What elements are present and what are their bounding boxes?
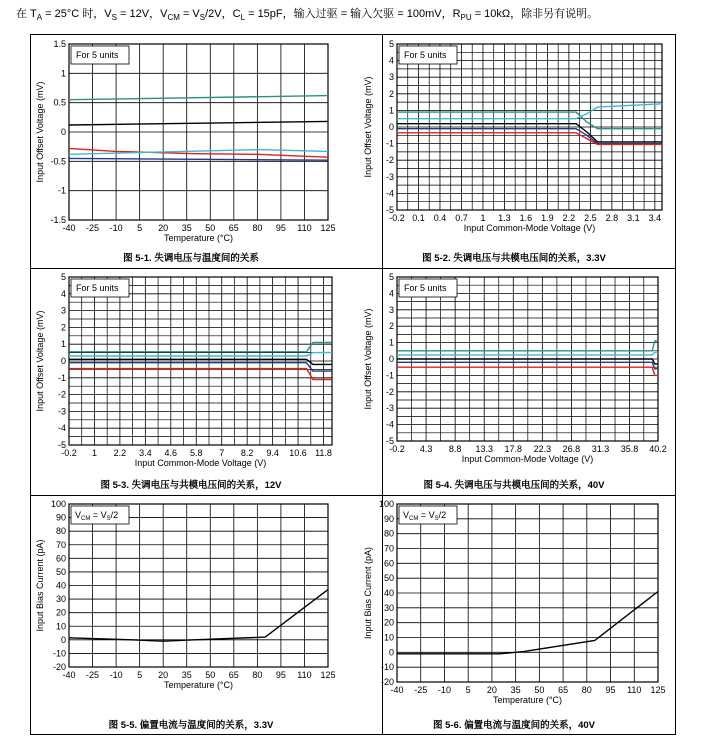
y-tick-label: 10 [383, 632, 394, 643]
x-tick-label: 0.7 [455, 213, 468, 223]
x-tick-label: 17.8 [504, 444, 523, 454]
y-tick-label: 10 [55, 621, 66, 632]
y-axis-label: Input Offset Voltage (mV) [363, 308, 373, 410]
series-line-cyan [397, 104, 662, 119]
y-tick-label: 70 [55, 539, 66, 550]
x-tick-label: 20 [158, 223, 169, 233]
series-line-navy [69, 158, 328, 160]
x-tick-label: 9.4 [266, 448, 279, 458]
y-tick-label: 3 [388, 304, 394, 315]
x-tick-label: 2.2 [562, 213, 576, 223]
y-tick-label: 80 [55, 526, 66, 537]
header-sub: CM [167, 13, 180, 23]
legend-subscript: S [434, 516, 439, 522]
y-axis-label: Input Bias Current (pA) [363, 546, 373, 640]
x-tick-label: 20 [158, 670, 169, 680]
x-tick-label: 5 [465, 685, 471, 695]
x-tick-label: 13.3 [475, 444, 493, 454]
series-group [69, 590, 328, 642]
legend-text: For 5 units [404, 283, 447, 293]
x-tick-label: 80 [252, 223, 263, 233]
y-tick-label: -1 [385, 370, 394, 381]
y-tick-label: 30 [55, 594, 66, 605]
legend-text-part: V [75, 510, 82, 520]
y-axis-label: Input Bias Current (pA) [35, 539, 45, 632]
plot-grid [69, 504, 328, 667]
x-tick-label: 50 [205, 223, 216, 233]
y-tick-label: -2 [385, 155, 394, 166]
y-tick-label: 3 [60, 305, 66, 316]
x-tick-label: 1 [91, 448, 97, 458]
x-tick-label: 95 [275, 670, 286, 680]
x-tick-label: 26.8 [562, 444, 581, 454]
x-tick-label: 125 [650, 685, 666, 695]
x-tick-label: 110 [297, 223, 312, 233]
x-tick-label: 65 [228, 670, 239, 680]
y-tick-label: -3 [385, 403, 394, 414]
y-tick-label: 1 [388, 105, 394, 116]
y-tick-label: 70 [383, 543, 394, 554]
y-tick-label: -2 [385, 386, 394, 397]
y-tick-label: 4 [60, 288, 66, 299]
y-tick-label: 2 [388, 321, 394, 332]
x-tick-label: 125 [320, 670, 336, 680]
x-tick-label: -25 [414, 685, 428, 695]
y-tick-label: -4 [385, 419, 394, 430]
y-tick-label: 40 [55, 580, 66, 591]
y-tick-label: 5 [388, 272, 394, 282]
x-tick-label: 95 [605, 685, 616, 695]
legend-text-part: V [403, 510, 410, 520]
x-tick-label: 110 [297, 670, 312, 680]
plot-grid [69, 277, 332, 445]
y-tick-label: 90 [383, 513, 394, 524]
x-axis-label: Temperature (°C) [163, 680, 234, 690]
legend-text-part: = V [90, 510, 107, 520]
x-tick-label: 8.2 [240, 448, 254, 458]
x-tick-label: 125 [320, 223, 336, 233]
x-tick-label: 35 [181, 223, 192, 233]
y-tick-label: 2 [60, 322, 66, 333]
y-tick-label: 0 [388, 122, 394, 132]
y-tick-label: -10 [380, 662, 394, 673]
y-tick-label: 80 [383, 528, 394, 539]
x-tick-label: 20 [486, 685, 497, 695]
x-tick-label: 22.3 [533, 444, 552, 454]
conditions-header [16, 5, 598, 22]
x-axis-label: Input Common-Mode Voltage (V) [461, 454, 594, 464]
x-tick-label: 11.8 [315, 448, 332, 458]
figure-caption: 图 5-5. 偏置电流与温度间的关系，3.3V [108, 720, 274, 731]
y-tick-label: 100 [378, 499, 394, 509]
chart-offset-vs-cm-3v3 [353, 35, 675, 267]
x-tick-label: 1.9 [541, 213, 554, 223]
x-tick-label: 2.8 [605, 213, 619, 223]
y-tick-label: 1 [388, 337, 394, 348]
x-tick-label: 1 [480, 213, 486, 223]
header-sub: S [111, 13, 117, 23]
legend-subscript: S [106, 516, 111, 522]
x-axis-label: Temperature (°C) [492, 695, 563, 705]
x-tick-label: -10 [109, 670, 123, 680]
x-tick-label: -0.2 [389, 444, 405, 454]
plot-grid [69, 44, 328, 220]
figure-caption: 图 5-3. 失调电压与共模电压间的关系，12V [100, 480, 282, 491]
series-line-teal [69, 96, 328, 100]
legend-text-part: /2 [438, 510, 447, 520]
legend-text: For 5 units [404, 50, 447, 60]
y-tick-label: 20 [383, 617, 394, 628]
legend-text: For 5 units [76, 283, 119, 293]
series-line-red [397, 133, 662, 145]
legend-text: For 5 units [76, 50, 119, 60]
y-tick-label: -20 [52, 662, 66, 672]
y-tick-label: 1 [60, 339, 66, 350]
x-tick-label: 35 [510, 685, 521, 695]
x-tick-label: 50 [205, 670, 216, 680]
series-line-navy [69, 363, 332, 371]
x-tick-label: 35 [181, 670, 192, 680]
x-tick-label: 5 [137, 223, 143, 233]
y-tick-label: 50 [55, 566, 66, 577]
figure-caption: 图 5-4. 失调电压与共模电压间的关系，40V [423, 480, 605, 491]
y-tick-label: 40 [383, 588, 394, 598]
x-tick-label: 4.3 [419, 444, 433, 454]
y-tick-label: -5 [57, 440, 66, 450]
legend-text-part: = V [418, 510, 435, 520]
legend-box [399, 46, 457, 64]
y-tick-label: 0 [60, 634, 66, 645]
header-text: = 15pF，输入过驱 = 输入欠驱 = 100mV，R [245, 8, 461, 20]
x-tick-label: 3.4 [648, 213, 662, 223]
y-tick-label: 5 [60, 272, 66, 282]
x-tick-label: 4.6 [164, 448, 178, 458]
y-tick-label: 0 [388, 354, 394, 364]
x-tick-label: 2.5 [584, 213, 597, 223]
y-tick-label: -5 [385, 436, 394, 446]
x-tick-label: 80 [581, 685, 592, 695]
y-tick-label: 0 [388, 647, 394, 658]
y-tick-label: 0.5 [53, 97, 66, 108]
header-sub: S [199, 13, 206, 23]
y-tick-label: 90 [55, 512, 66, 523]
chart-offset-vs-cm-40v [353, 268, 675, 494]
legend-box [71, 506, 129, 524]
y-tick-label: 30 [383, 602, 394, 613]
legend-box [399, 279, 457, 297]
y-tick-label: 4 [388, 55, 394, 66]
plot-grid [397, 44, 662, 210]
header-text: = 12V，V [116, 8, 168, 20]
header-sub: L [240, 13, 246, 23]
x-tick-label: 1.3 [498, 213, 511, 223]
y-tick-label: 4 [388, 288, 394, 299]
y-tick-label: 0 [60, 127, 66, 137]
x-axis-label: Input Common-Mode Voltage (V) [134, 458, 267, 468]
y-tick-label: 100 [50, 499, 66, 509]
header-sub: PU [460, 13, 472, 23]
x-tick-label: 0.1 [412, 213, 425, 223]
x-tick-label: 10.6 [289, 448, 307, 458]
series-line-teal [397, 112, 662, 129]
y-tick-label: -4 [57, 423, 66, 434]
y-tick-label: 3 [388, 72, 394, 83]
x-tick-label: 110 [627, 685, 642, 695]
series-group [397, 104, 662, 145]
x-tick-label: 1.6 [519, 213, 533, 223]
x-tick-label: 35.8 [620, 444, 639, 454]
x-axis-label: Input Common-Mode Voltage (V) [463, 223, 596, 233]
header-text: = 25°C 时，V [42, 8, 112, 20]
series-line-black [69, 121, 328, 125]
x-tick-label: -25 [86, 670, 100, 680]
y-tick-label: 5 [388, 39, 394, 49]
y-tick-label: -4 [385, 188, 394, 199]
header-sub: A [36, 13, 43, 23]
header-text: = 10kΩ，除非另有说明。 [471, 8, 599, 20]
x-tick-label: -40 [62, 670, 76, 680]
x-tick-label: 40.2 [649, 444, 667, 454]
y-tick-label: -1.5 [50, 215, 66, 225]
x-tick-label: 7 [219, 448, 225, 458]
x-tick-label: -40 [390, 685, 404, 695]
legend-subscript: CM [409, 516, 419, 522]
legend-box [71, 279, 129, 297]
x-axis-label: Temperature (°C) [163, 233, 234, 243]
x-tick-label: 8.8 [448, 444, 462, 454]
x-tick-label: 80 [252, 670, 263, 680]
y-tick-label: 60 [55, 553, 66, 564]
chart-bias-vs-temperature-40v [353, 495, 675, 734]
series-line-black [69, 359, 332, 364]
header-text: = V [179, 8, 200, 20]
x-tick-label: 50 [534, 685, 545, 695]
x-tick-label: 31.3 [591, 444, 610, 454]
y-tick-label: -1 [57, 372, 66, 383]
legend-box [399, 506, 457, 524]
series-line-black [69, 590, 328, 642]
header-text: /2V，C [205, 8, 241, 20]
y-tick-label: -5 [385, 205, 394, 215]
x-tick-label: 65 [558, 685, 569, 695]
series-group [69, 96, 328, 161]
x-tick-label: 2.2 [113, 448, 127, 458]
y-tick-label: 20 [55, 607, 66, 618]
x-tick-label: -0.2 [61, 448, 77, 458]
chart-bias-vs-temperature-3v3 [31, 495, 351, 734]
legend-text-part: /2 [110, 510, 119, 520]
figure-caption: 图 5-2. 失调电压与共模电压间的关系，3.3V [422, 253, 606, 264]
y-tick-label: 50 [383, 573, 394, 584]
x-tick-label: 95 [275, 223, 286, 233]
series-line-cyan [69, 353, 332, 356]
legend-subscript: CM [81, 516, 91, 522]
y-tick-label: 60 [383, 558, 394, 569]
x-tick-label: 0.4 [433, 213, 447, 223]
x-tick-label: 3.4 [139, 448, 152, 458]
x-tick-label: 5.8 [190, 448, 203, 458]
y-tick-label: 2 [388, 88, 394, 99]
y-tick-label: -3 [385, 171, 394, 182]
plot-grid [397, 504, 658, 682]
x-tick-label: 3.1 [627, 213, 640, 223]
y-axis-label: Input Offset Voltage (mV) [35, 81, 45, 183]
x-tick-label: -25 [86, 223, 100, 233]
x-tick-label: -10 [437, 685, 451, 695]
y-axis-label: Input Offset Voltage (mV) [35, 310, 45, 412]
y-tick-label: -2 [57, 389, 66, 400]
x-tick-label: 65 [228, 223, 239, 233]
figure-caption: 图 5-1. 失调电压与温度间的关系 [123, 253, 259, 264]
header-text: 在 T [16, 8, 37, 20]
y-tick-label: -0.5 [50, 156, 66, 167]
x-tick-label: -0.2 [389, 213, 405, 223]
y-tick-label: -20 [380, 677, 394, 687]
chart-offset-vs-cm-12v [31, 268, 351, 494]
x-tick-label: 5 [137, 670, 143, 680]
x-tick-label: -40 [62, 223, 76, 233]
y-axis-label: Input Offset Voltage (mV) [363, 76, 373, 178]
y-tick-label: -1 [57, 185, 66, 196]
y-tick-label: -10 [52, 648, 66, 659]
figure-caption: 图 5-6. 偏置电流与温度间的关系，40V [432, 720, 596, 731]
y-tick-label: 0 [60, 356, 66, 366]
y-tick-label: 1 [60, 68, 66, 79]
y-tick-label: -3 [57, 406, 66, 417]
legend-box [71, 46, 129, 64]
chart-offset-vs-temperature [31, 35, 351, 267]
x-tick-label: -10 [109, 223, 123, 233]
y-tick-label: 1.5 [53, 39, 66, 49]
y-tick-label: -1 [385, 138, 394, 149]
